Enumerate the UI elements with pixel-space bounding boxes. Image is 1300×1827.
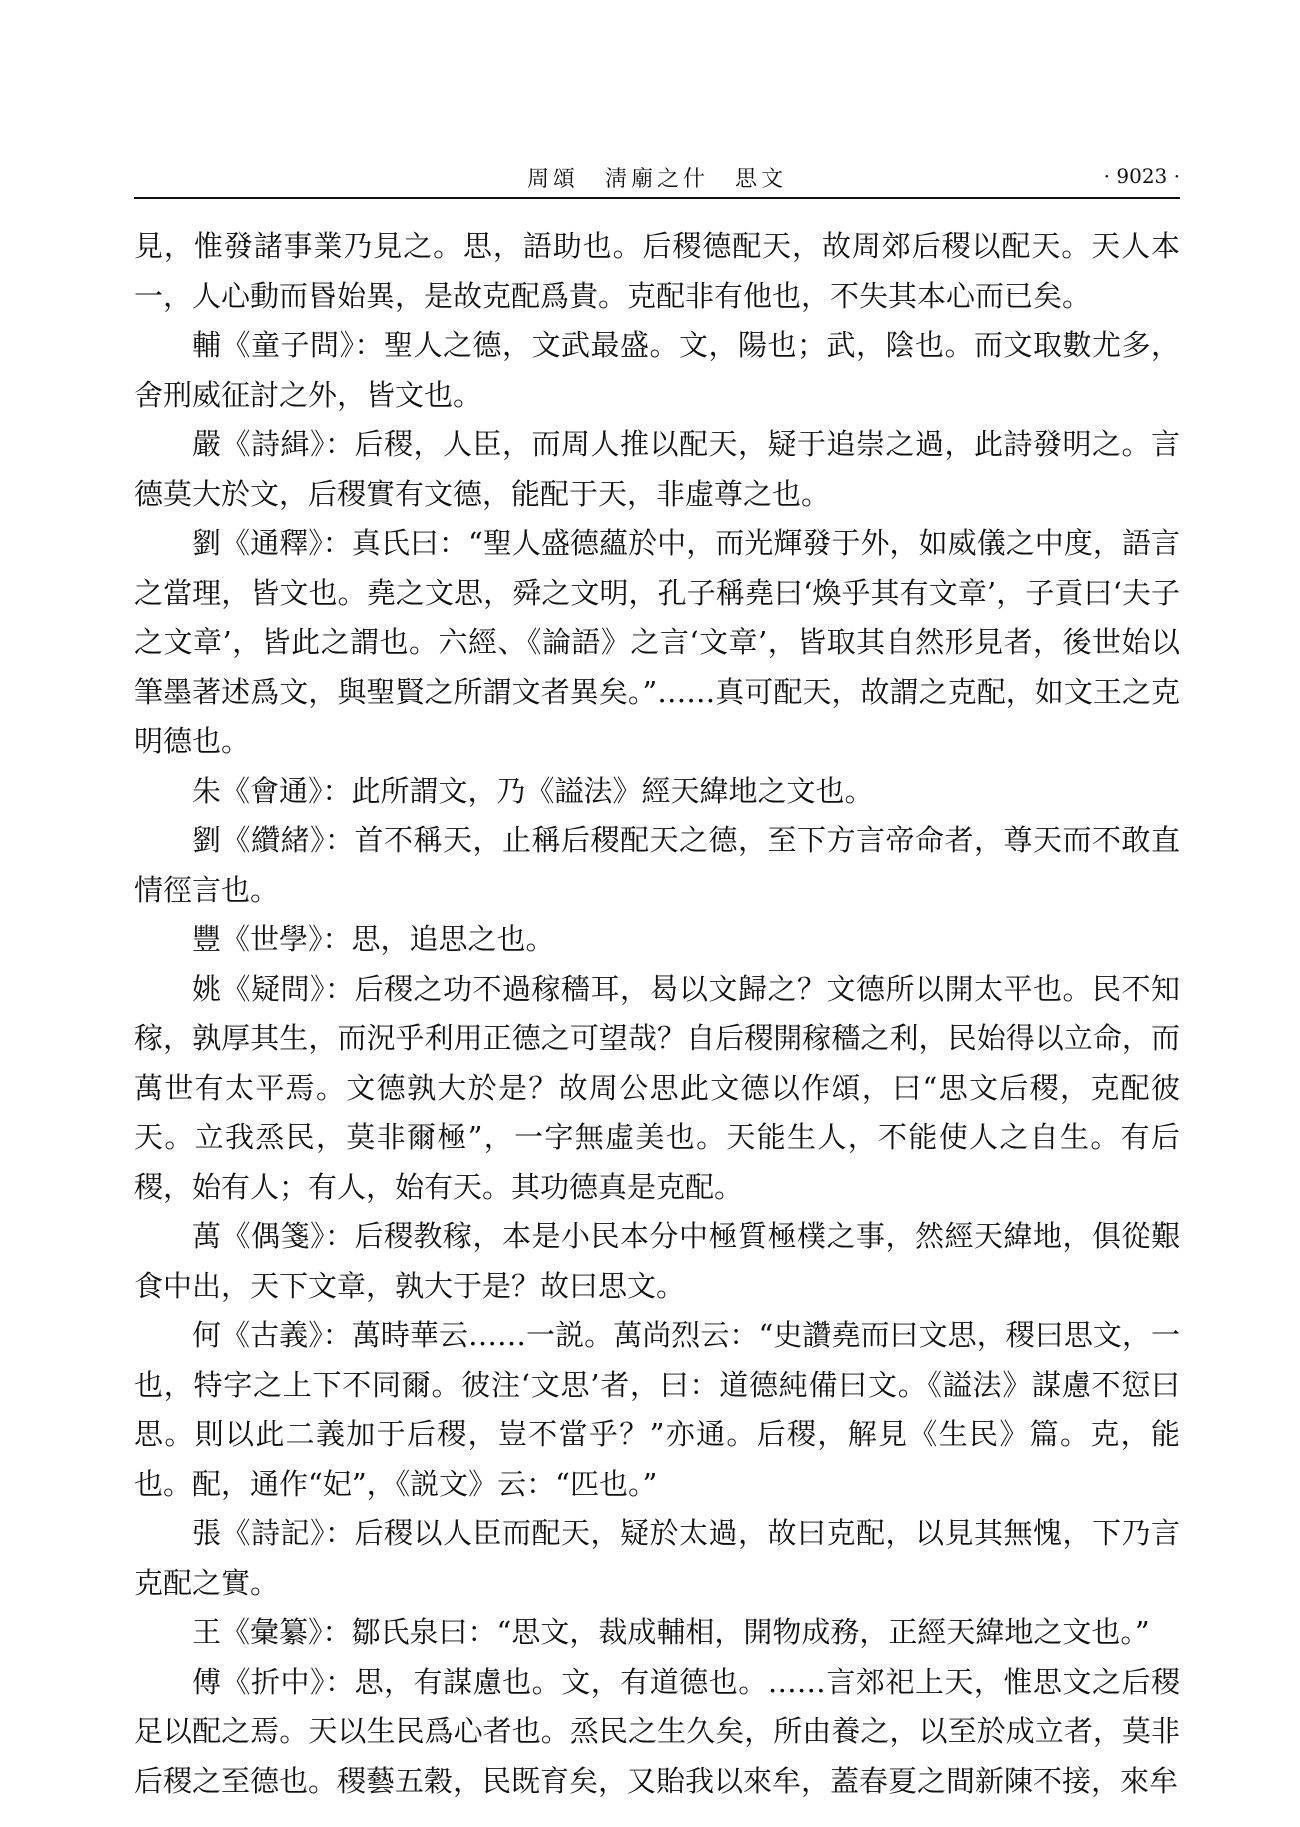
paragraph-12: 王《彙纂》：鄒氏泉曰：“思文，裁成輔相，開物成務，正經天緯地之文也。”: [192, 1615, 1150, 1649]
paragraph-7: 豐《世學》：思，追思之也。: [192, 922, 555, 956]
page-number: · 9023 ·: [1103, 164, 1180, 188]
header-rule: [134, 197, 1180, 199]
paragraph-1: 見，惟發諸事業乃見之。思，語助也。后稷德配天，故周郊后稷以配天。天人本一，人心動而昬始異，是故克配爲貴。克配非有他也，不失其本心而已矣。: [134, 229, 1180, 313]
paragraph-6: 劉《纘緒》：首不稱天，止稱后稷配天之德，至下方言帝命者，尊天而不敢直情徑言也。: [134, 823, 1180, 907]
paragraph-2: 輔《童子問》：聖人之德，文武最盛。文，陽也；武，陰也。而文取數尤多，舍刑威征討之外，皆文也。: [134, 328, 1180, 412]
page-body: [134, 222, 1180, 1806]
running-header: [134, 158, 1180, 194]
paragraph-10: 何《古義》：萬時華云……一説。萬尚烈云：“史讚堯而曰文思，稷曰思文，一也，特字之上下不同爾。彼注‘文思’者，曰：道德純備曰文。《謚法》謀慮不愆曰思。則以此二義加于后稷，豈不當乎？”亦通。后稷，解見《生民》篇。克，能也。配，通作“妃”，《説文》云：“匹也。”: [134, 1318, 1180, 1501]
paragraph-13: 傅《折中》：思，有謀慮也。文，有道德也。……言郊祀上天，惟思文之后稷足以配之焉。天以生民爲心者也。烝民之生久矣，所由養之，以至於成立者，莫非后稷之至德也。稷藝五穀，民既育矣，又貽我以來牟，蓋春夏之間新陳不接，來牟: [134, 1664, 1180, 1798]
paragraph-3: 嚴《詩緝》：后稷，人臣，而周人推以配天，疑于追崇之過，此詩發明之。言德莫大於文，后稷實有文德，能配于天，非虛尊之也。: [134, 427, 1180, 511]
paragraph-4: 劉《通釋》：真氏曰：“聖人盛德蘊於中，而光輝發于外，如威儀之中度，語言之當理，皆文也。堯之文思，舜之文明，孔子稱堯曰‘煥乎其有文章’，子貢曰‘夫子之文章’，皆此之謂也。六經、《論語》之言‘文章’，皆取其自然形見者，後世始以筆墨著述爲文，與聖賢之所謂文者異矣。”……真可配天，故謂之克配，如文王之克明德也。: [134, 526, 1180, 758]
paragraph-5: 朱《會通》：此所謂文，乃《謚法》經天緯地之文也。: [192, 773, 874, 808]
paragraph-11: 張《詩記》：后稷以人臣而配天，疑於太過，故曰克配，以見其無愧，下乃言克配之實。: [134, 1516, 1180, 1600]
paragraph-9: 萬《偶箋》：后稷教稼，本是小民本分中極質極樸之事，然經天緯地，俱從艱食中出，天下文章，孰大于是？故曰思文。: [134, 1219, 1180, 1303]
paragraph-8: 姚《疑問》：后稷之功不過稼穡耳，曷以文歸之？文德所以開太平也。民不知稼，孰厚其生，而況乎利用正德之可望哉？自后稷開稼穡之利，民始得以立命，而萬世有太平焉。文德孰大於是？故周公思此文德以作頌，曰“思文后稷，克配彼天。立我烝民，莫非爾極”，一字無虛美也。天能生人，不能使人之自生。有后稷，始有人；有人，始有天。其功德真是克配。: [134, 971, 1180, 1204]
header-title: 周頌 淸廟之什 思文: [526, 167, 787, 192]
